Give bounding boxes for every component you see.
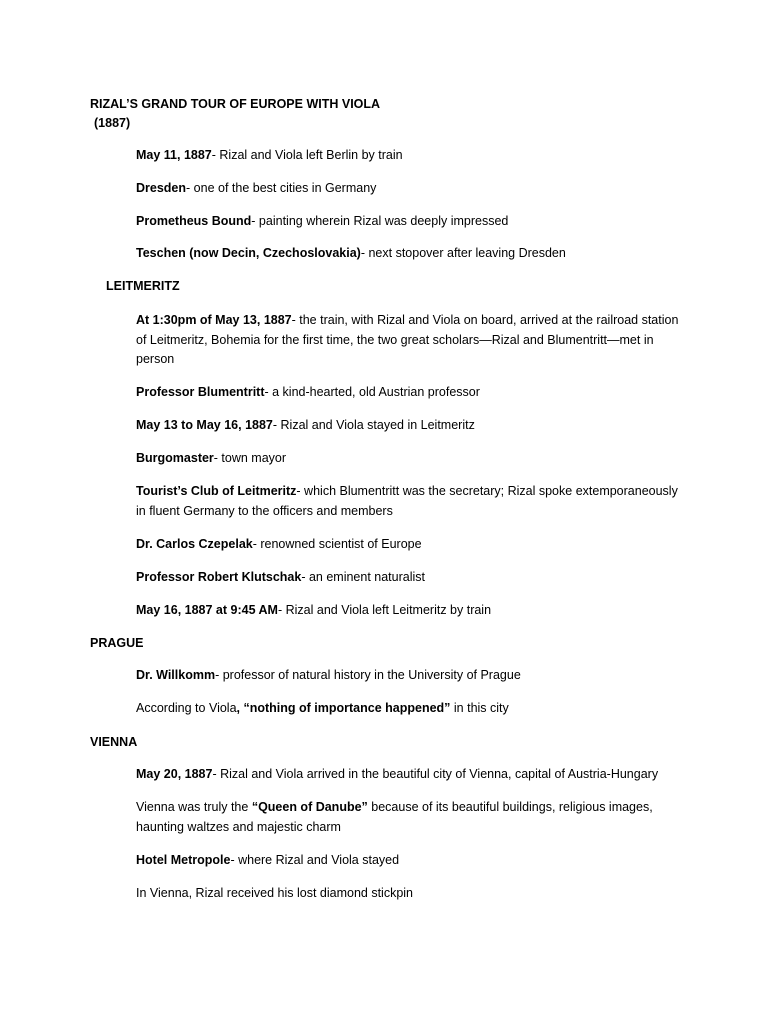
item-text: Hotel Metropole- where Rizal and Viola stayed [136, 853, 400, 867]
item-text: May 11, 1887- Rizal and Viola left Berlin by train [136, 148, 403, 162]
item-text: Professor Blumentritt- a kind-hearted, old Austrian professor [136, 385, 480, 399]
title-line: RIZAL’S GRAND TOUR OF EUROPE WITH VIOLA [90, 97, 381, 111]
section-heading-vienna: VIENNA [90, 735, 138, 749]
item-text: Dr. Carlos Czepelak- renowned scientist of Europe [136, 537, 422, 551]
section-heading-prague: PRAGUE [90, 636, 144, 650]
item-text: Burgomaster- town mayor [136, 451, 287, 465]
item-text: May 20, 1887- Rizal and Viola arrived in the beautiful city of Vienna, capital of Austria-Hungary [136, 767, 659, 781]
document-title [90, 95, 380, 133]
item-text: In Vienna, Rizal received his lost diamond stickpin [136, 886, 413, 900]
item-text: Vienna was truly the “Queen of Danube” because of its beautiful buildings, religious images, haunting waltzes and majestic charm [136, 800, 653, 834]
item-text: At 1:30pm of May 13, 1887- the train, with Rizal and Viola on board, arrived at the railroad station of Leitmeritz, Bohemia for the first time, the two great scholars—Rizal and Blumentritt—met in person [136, 313, 679, 366]
section-heading-leitmeritz: LEITMERITZ [106, 279, 180, 293]
item-text: Dr. Willkomm- professor of natural history in the University of Prague [136, 668, 521, 682]
item-text: Dresden- one of the best cities in Germany [136, 181, 377, 195]
item-text: Teschen (now Decin, Czechoslovakia)- next stopover after leaving Dresden [136, 246, 566, 260]
item-text: Prometheus Bound- painting wherein Rizal was deeply impressed [136, 214, 509, 228]
item-text: May 16, 1887 at 9:45 AM- Rizal and Viola left Leitmeritz by train [136, 603, 492, 617]
title-year: (1887) [94, 116, 131, 130]
item-text: Tourist’s Club of Leitmeritz- which Blumentritt was the secretary; Rizal spoke extemporaneously in fluent Germany to the officers and members [136, 484, 678, 518]
item-text: Professor Robert Klutschak- an eminent naturalist [136, 570, 426, 584]
item-text: According to Viola, “nothing of importance happened” in this city [136, 701, 509, 715]
item-text: May 13 to May 16, 1887- Rizal and Viola stayed in Leitmeritz [136, 418, 475, 432]
